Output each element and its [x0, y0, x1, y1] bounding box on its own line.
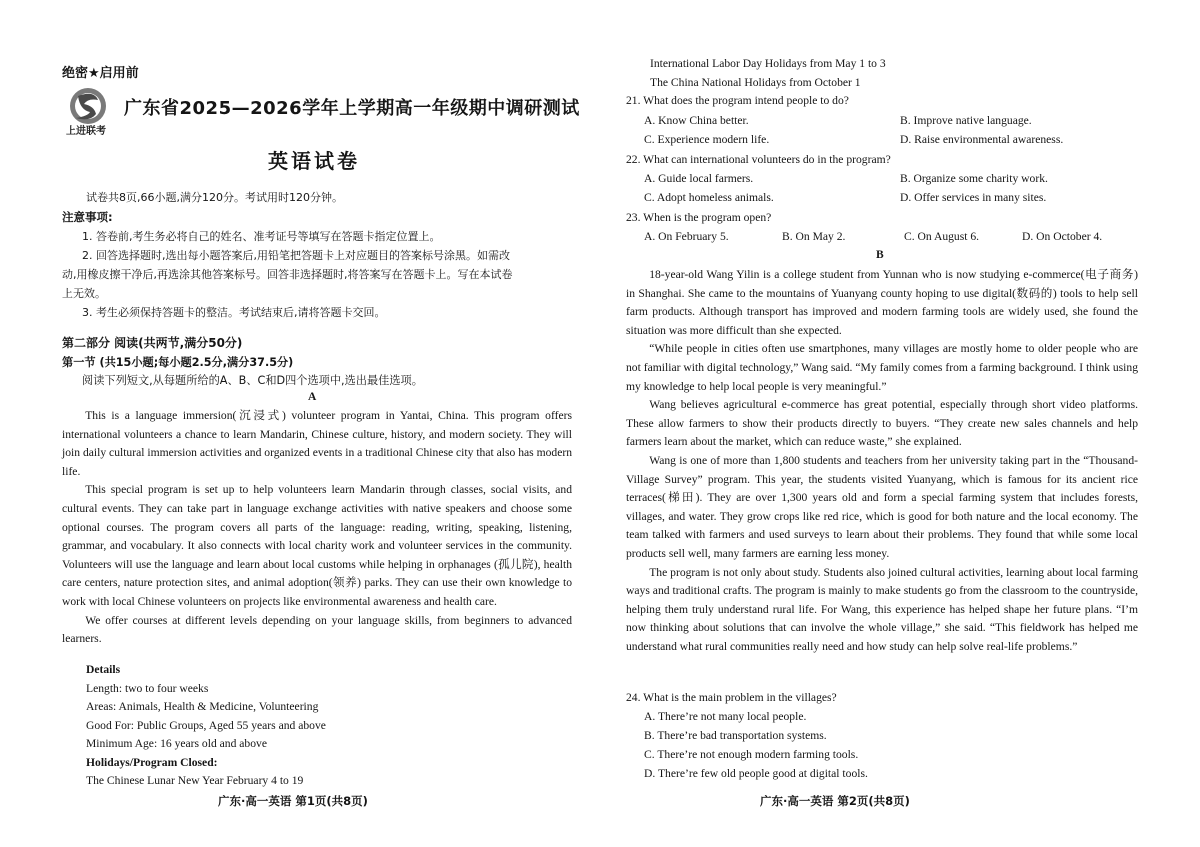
question-23-option-b[interactable]: B. On May 2.: [782, 230, 846, 243]
passage-b-paragraph-3: Wang believes agricultural e-commerce has great potential, especially through short video platforms. These allow farmers to show their products directly to buyers. “They create new sales channels and help farmers learn about the market, which can reduce waste,” she explained.: [626, 398, 1138, 449]
question-21-option-d[interactable]: D. Raise environmental awareness.: [900, 133, 1064, 146]
passage-b-paragraph-4: Wang is one of more than 1,800 students and teachers from her university taking part in the “Thousand-Village Survey” program. This year, the students visited Yuanyang, which is famous for its ancient rice terraces(梯田). They are over 1,300 years old and form a special farming system that includes forests, villages, and water. They grow crops like red rice, which is good for both nature and the local economy. The team talked with farmers and used surveys to learn about their problems. They found that while some local products sell well, many farmers are earning less money.: [626, 453, 1138, 560]
question-23-option-d[interactable]: D. On October 4.: [1022, 230, 1103, 243]
note-1: 1. 答卷前,考生务必将自己的姓名、准考证号等填写在答题卡指定位置上。: [82, 230, 441, 243]
question-22-option-c[interactable]: C. Adopt homeless animals.: [644, 191, 774, 204]
question-21-option-c[interactable]: C. Experience modern life.: [644, 133, 770, 146]
question-23-option-c[interactable]: C. On August 6.: [904, 230, 980, 243]
question-22-option-d[interactable]: D. Offer services in many sites.: [900, 191, 1047, 204]
passage-a-paragraph-2: This special program is set up to help volunteers learn Mandarin through classes, social visits, and cultural events. They can take part in language exchange activities with native speakers and choose some optional courses. The program covers all parts of the language: reading, writing, speaking, listening, grammar, and vocabulary. It also connects with local charity work and volunteer services in the community. Volunteers will use the language and learn about local customs while helping in orphanages (孤儿院), health care centers, nature protection sites, and animal adoption(领养) parks. They can use their own knowledge to work with local Chinese volunteers on projects like environmental awareness and health care.: [62, 483, 572, 608]
question-22-stem: 22. What can international volunteers do in the program?: [626, 153, 891, 166]
secret-mark: 绝密★启用前: [62, 66, 139, 81]
section-subtitle: 第一节 (共15小题;每小题2.5分,满分37.5分): [62, 356, 294, 369]
passage-b-body: [626, 266, 1138, 656]
note-2-line-1: 2. 回答选择题时,选出每小题答案后,用铅笔把答题卡上对应题目的答案标号涂黑。如需改: [82, 249, 510, 262]
question-24-stem: 24. What is the main problem in the villages?: [626, 691, 837, 704]
details-areas: Areas: Animals, Health & Medicine, Volunteering: [86, 700, 319, 713]
page-footer-right: 广东·高一英语 第2页(共8页): [760, 794, 910, 808]
question-22-option-a[interactable]: A. Guide local farmers.: [644, 172, 754, 185]
details-length: Length: two to four weeks: [86, 682, 209, 695]
part-title: 第二部分 阅读(共两节,满分50分): [62, 336, 243, 350]
question-24-option-c[interactable]: C. There’re not enough modern farming tools.: [644, 748, 859, 761]
passage-b-paragraph-1: 18-year-old Wang Yilin is a college student from Yunnan who is now studying e-commerce(电子商务) in Shanghai. She came to the mountains of Yuanyang county hoping to use digital(数码的) tools to help sell farm products. Although transport has improved and modern farming tools are widely used, she found the situation was more difficult than she expected.: [626, 268, 1138, 337]
subject-title: 英语试卷: [268, 149, 360, 173]
holiday-1: The Chinese Lunar New Year February 4 to 19: [86, 774, 304, 787]
passage-b-label: B: [876, 249, 884, 261]
details-good-for: Good For: Public Groups, Aged 55 years and above: [86, 719, 326, 732]
holiday-2: International Labor Day Holidays from May 1 to 3: [650, 57, 886, 70]
note-2-line-3: 上无效。: [62, 287, 106, 300]
passage-a-body: [62, 407, 572, 649]
question-24-option-a[interactable]: A. There’re not many local people.: [644, 710, 807, 723]
question-24-option-b[interactable]: B. There’re bad transportation systems.: [644, 729, 827, 742]
note-3: 3. 考生必须保持答题卡的整洁。考试结束后,请将答题卡交回。: [82, 306, 386, 319]
exam-info: 试卷共8页,66小题,满分120分。考试用时120分钟。: [86, 191, 343, 204]
right-column: [600, 0, 1200, 847]
passage-b-paragraph-2: “While people in cities often use smartphones, many villages are mostly home to older people who are not familiar with digital technology,” Wang said. “My family comes from a farming background. I think using my knowledge to help local people is very meaningful.”: [626, 342, 1138, 393]
logo-text: 上进联考: [66, 126, 106, 137]
passage-b-paragraph-5: The program is not only about study. Students also joined cultural activities, learning about local farming ways and traditional crafts. The program is mainly to make students go from the classroom to the countryside, helping them truly understand rural life. For Wang, this experience has helped shape her future plans. “I’m now thinking about solutions that can involve the whole village,” she said. “This fieldwork has helped me understand what rural communities really need and how study can help solve real-life problems.”: [626, 565, 1138, 653]
question-24-option-d[interactable]: D. There’re few old people good at digital tools.: [644, 767, 868, 780]
page-footer-left: 广东·高一英语 第1页(共8页): [218, 794, 368, 808]
details-minimum-age: Minimum Age: 16 years old and above: [86, 737, 267, 750]
question-21-option-a[interactable]: A. Know China better.: [644, 114, 749, 127]
section-instruction: 阅读下列短文,从每题所给的A、B、C和D四个选项中,选出最佳选项。: [82, 374, 423, 387]
question-22-option-b[interactable]: B. Organize some charity work.: [900, 172, 1048, 185]
passage-a-label: A: [308, 391, 317, 403]
holiday-3: The China National Holidays from October 1: [650, 76, 861, 89]
details-title: Details: [86, 663, 121, 676]
notes-title: 注意事项:: [62, 210, 113, 224]
exam-title: 广东省2025—2026学年上学期高一年级期中调研测试: [124, 98, 580, 119]
question-23-stem: 23. When is the program open?: [626, 211, 772, 224]
holidays-title: Holidays/Program Closed:: [86, 756, 218, 769]
question-21-option-b[interactable]: B. Improve native language.: [900, 114, 1032, 127]
note-2-line-2: 动,用橡皮擦干净后,再选涂其他答案标号。回答非选择题时,将答案写在答题卡上。写在本试卷: [62, 268, 513, 281]
question-21-stem: 21. What does the program intend people to do?: [626, 94, 849, 107]
question-23-option-a[interactable]: A. On February 5.: [644, 230, 729, 243]
passage-a-paragraph-3: We offer courses at different levels depending on your language skills, from beginners to advanced learners.: [62, 613, 572, 646]
passage-a-paragraph-1: This is a language immersion(沉浸式) volunteer program in Yantai, China. This program offers international volunteers a chance to learn Mandarin, Chinese culture, history, and modern society. They will join daily cultural immersion activities and organized events in a traditional Chinese city that also has modern life.: [62, 409, 572, 478]
